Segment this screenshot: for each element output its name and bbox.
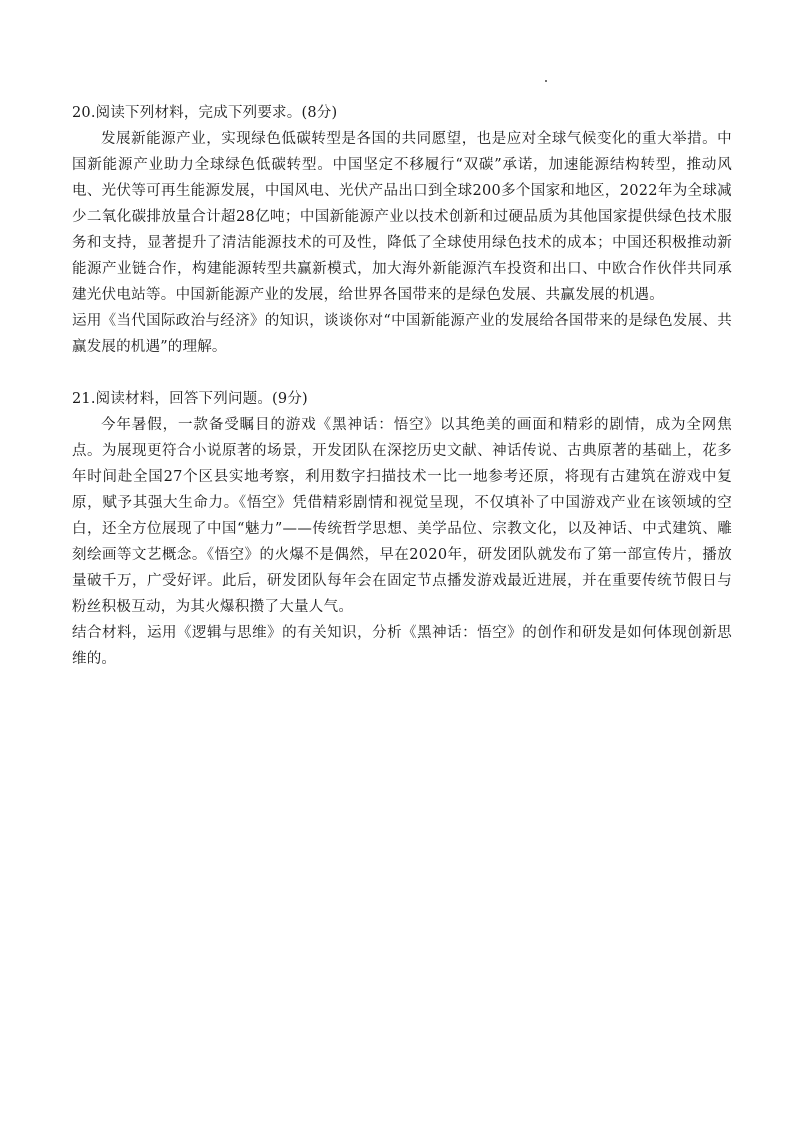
question-instruction: 结合材料，运用《逻辑与思维》的有关知识，分析《黑神话：悟空》的创作和研发是如何体现创新思维的。 bbox=[72, 625, 732, 667]
scan-speck bbox=[545, 80, 547, 82]
question-instruction: 运用《当代国际政治与经济》的知识，谈谈你对“中国新能源产业的发展给各国带来的是绿色发展、共赢发展的机遇”的理解。 bbox=[72, 313, 732, 355]
question-20 bbox=[72, 100, 732, 360]
question-material: 发展新能源产业，实现绿色低碳转型是各国的共同愿望，也是应对全球气候变化的重大举措。中国新能源产业助力全球绿色低碳转型。中国坚定不移履行“双碳”承诺，加速能源结构转型，推动风电、光伏等可再生能源发展，中国风电、光伏产品出口到全球200多个国家和地区，2022年为全球减少二氧化碳排放量合计超28亿吨；中国新能源产业以技术创新和过硬品质为其他国家提供绿色技术服务和支持，显著提升了清洁能源技术的可及性，降低了全球使用绿色技术的成本；中国还积极推动新能源产业链合作，构建能源转型共赢新模式，加大海外新能源汽车投资和出口、中欧合作伙伴共同承建光伏电站等。中国新能源产业的发展，给世界各国带来的是绿色发展、共赢发展的机遇。 bbox=[72, 131, 732, 303]
question-title: 21.阅读材料，回答下列问题。(9分) bbox=[72, 391, 308, 407]
question-title: 20.阅读下列材料，完成下列要求。(8分) bbox=[72, 105, 338, 121]
question-material: 今年暑假，一款备受瞩目的游戏《黑神话：悟空》以其绝美的画面和精彩的剧情，成为全网焦点。为展现更符合小说原著的场景，开发团队在深挖历史文献、神话传说、古典原著的基础上，花多年时间赴全国27个区县实地考察，利用数字扫描技术一比一地参考还原，将现有古建筑在游戏中复原，赋予其强大生命力。《悟空》凭借精彩剧情和视觉呈现，不仅填补了中国游戏产业在该领域的空白，还全方位展现了中国“魅力”——传统哲学思想、美学品位、宗教文化，以及神话、中式建筑、雕刻绘画等文艺概念。《悟空》的火爆不是偶然，早在2020年，研发团队就发布了第一部宣传片，播放量破千万，广受好评。此后，研发团队每年会在固定节点播发游戏最近进展，并在重要传统节假日与粉丝积极互动，为其火爆积攒了大量人气。 bbox=[72, 417, 732, 615]
question-21 bbox=[72, 386, 732, 672]
